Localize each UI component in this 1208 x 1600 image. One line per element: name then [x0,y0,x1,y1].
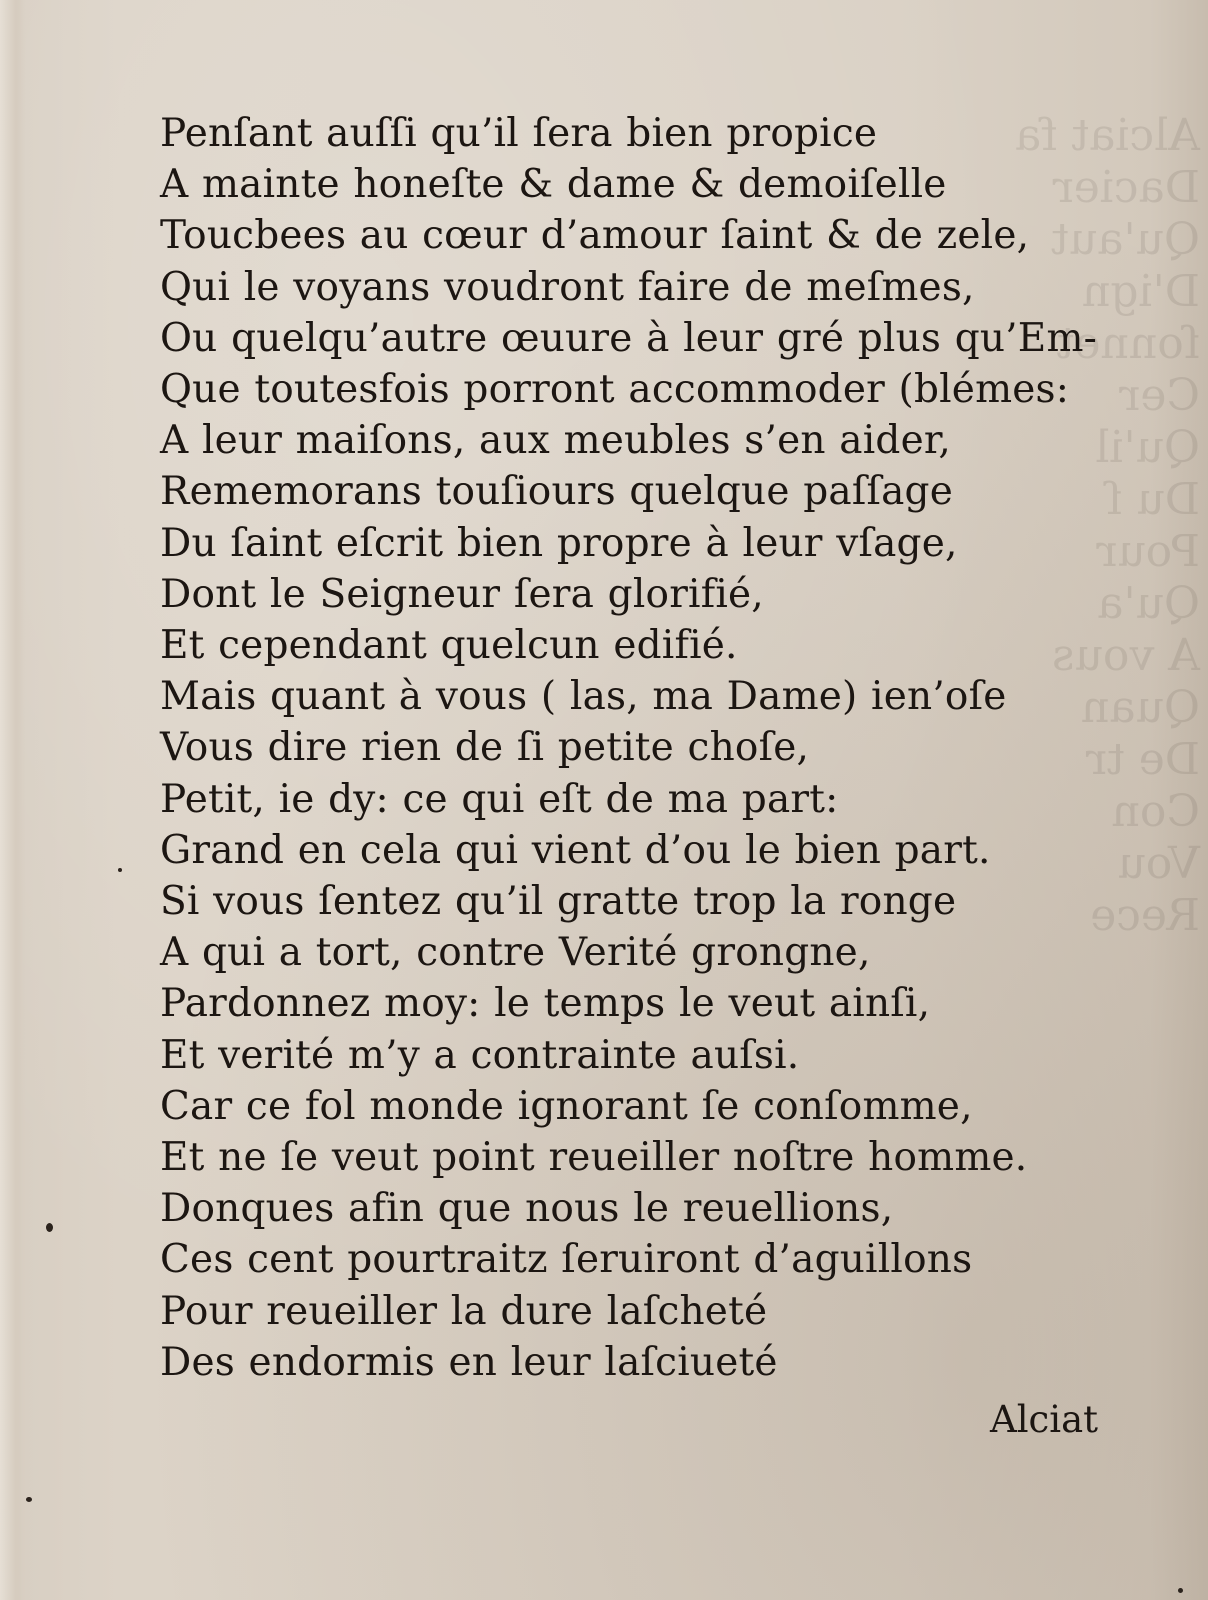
poem-line: A leur maiſons, aux meubles s’en aider, [160,418,952,464]
ink-spot [118,868,122,872]
ink-spot [1178,1588,1183,1593]
poem-line: Mais quant à vous ( las, ma Dame) ien’oſe [160,674,1007,720]
poem-line: Du ſaint eſcrit bien propre à leur vſage, [160,520,958,566]
poem-line: Car ce fol monde ignorant ſe conſomme, [160,1083,973,1129]
ink-spot [46,1223,53,1232]
poem-line: Et ne ſe veut point reueiller noſtre homme. [160,1135,1028,1181]
poem-line: Et cependant quelcun edifié. [160,623,738,669]
poem-line: Rememorans touſiours quelque paſſage [160,469,953,515]
poem-line: Penſant auſſi qu’il ſera bien propice [160,111,878,156]
poem-line: Pour reueiller la dure laſcheté [160,1288,768,1334]
poem-line: Toucbees au cœur d’amour ſaint & de zele, [160,213,1030,259]
poem-line: Petit, ie dy: ce qui eſt de ma part: [160,776,839,822]
poem-line: Ou quelqu’autre œuure à leur gré plus qu’Em- [160,315,1098,361]
poem-line: Et verité m’y a contrainte auſsi. [160,1032,800,1078]
catchword: Alciat [990,1398,1099,1441]
poem-line: Vous dire rien de ſi petite choſe, [160,725,810,771]
poem-text [160,108,1097,1388]
poem-line: Ces cent pourtraitz ſeruiront d’aguillons [160,1237,973,1283]
poem-line: A mainte honeſte & dame & demoiſelle [160,162,947,208]
poem-line: A qui a tort, contre Verité grongne, [160,930,871,976]
page-gutter-edge [0,0,26,1600]
poem-line: Dont le Seigneur ſera glorifié, [160,571,764,617]
poem-line: Qui le voyans voudront faire de meſmes, [160,264,975,310]
poem-line: Pardonnez moy: le temps le veut ainſi, [160,981,931,1027]
poem-line: Donques afin que nous le reuellions, [160,1186,894,1232]
poem-line: Que toutesfois porront accommoder (blémes: [160,367,1070,413]
ink-spot [26,1497,32,1502]
show-through-text: Alciat fa Dacier Qu'aut D'ign ſonnet Cer Qu'il Du ſ Pour Qu'a A vous Quan De tr Con Vou Rece [1015,110,1200,941]
poem-line: Si vous ſentez qu’il gratte trop la ronge [160,879,957,925]
poem-line: Grand en cela qui vient d’ou le bien part. [160,827,991,873]
poem-line: Des endormis en leur laſciueté [160,1339,778,1385]
